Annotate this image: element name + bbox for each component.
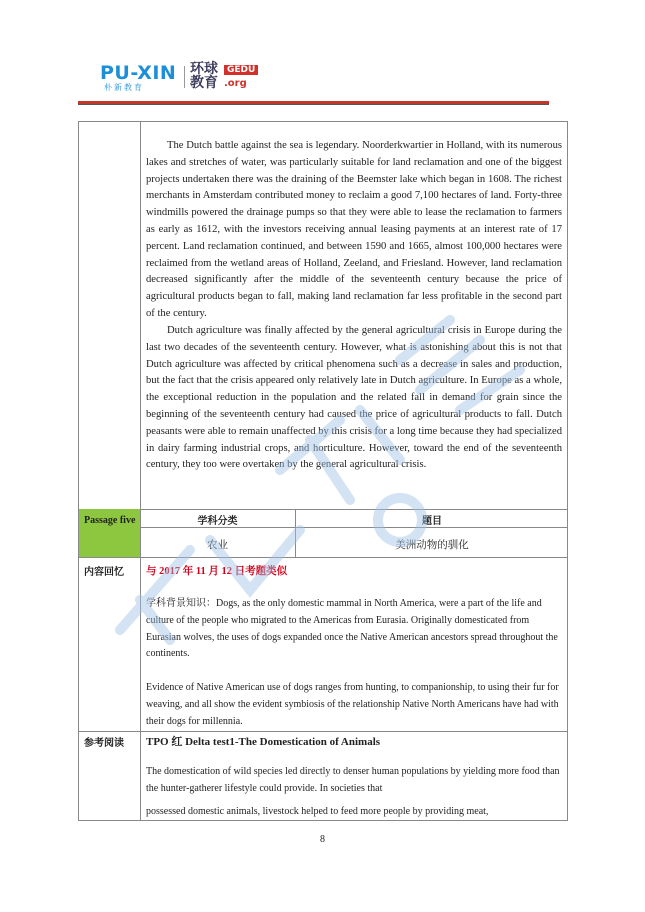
puxin-logo: PU-XIN (100, 62, 177, 84)
topic-header: 题目 (422, 516, 442, 527)
logo-divider (184, 66, 185, 88)
gedu-badge: GEDU (224, 65, 258, 75)
passage-label: Passage five (84, 515, 136, 526)
header-rule-dark (78, 104, 549, 105)
page-header (100, 62, 550, 104)
category-header: 学科分类 (197, 516, 238, 527)
table-row-divider (78, 731, 568, 732)
recall-label: 内容回忆 (84, 567, 124, 578)
table-col-divider (140, 121, 141, 821)
table-row-divider (78, 509, 568, 510)
puxin-logo-subtitle: 朴新教育 (104, 83, 144, 92)
category-value: 农业 (207, 539, 228, 551)
reference-paragraph: possessed domestic animals, livestock helped to feed more people by providing meat, (146, 806, 489, 817)
topic-value: 美洲动物的驯化 (395, 539, 469, 551)
reference-label: 参考阅读 (84, 738, 124, 749)
table-row-divider (140, 527, 568, 528)
reference-title: TPO 红 Delta test1-The Domestication of Animals (146, 736, 381, 748)
recall-paragraph: 学科背景知识：Dogs, as the only domestic mammal in North America, were a part of the life and culture of the people who migrated to the Americas from Eurasia. Originally domesticated from Eurasian wolves, the uses of dogs expanded once the Native American ancestors spread throughout the continents. (146, 598, 558, 660)
table-row-divider (78, 557, 568, 558)
passage-paragraph: Dutch agriculture was finally affected by the general agricultural crisis in Europe during the last two decades of the seventeenth century. However, what is astonishing about this is not that Dutch agriculture was affected by critical phenomena such as a decrease in sales and production, but the fact that the crisis appeared only relatively late in Dutch agriculture. In Europe as a whole, the exceptional reduction in the population and the related fall in demand for grain since the beginning of the seventeenth century had caused the price of agricultural products to fall. Dutch peasants were able to remain unaffected by this crisis for a long time because they had specialized in dairy farming industrial crops, and horticulture. However, toward the end of the seventeenth century, they too were overtaken by the general agricultural crisis. (146, 325, 562, 471)
reference-paragraph: The domestication of wild species led directly to denser human populations by yielding more food than the hunter-gatherer lifestyle could provide. In societies that (146, 766, 560, 794)
recall-title: 与 2017 年 11 月 12 日考题类似 (146, 566, 288, 577)
passage-paragraph: The Dutch battle against the sea is legendary. Noorderkwartier in Holland, with its numerous lakes and stretches of water, was particularly suitable for land reclamation and one of the biggest projects undertaken there was the draining of the Beemster lake which began in 1608. The richest merchants in Amsterdam contributed money to reclaim a good 7,100 hectares of land. Forty-three windmills powered the drainage pumps so that they were able to lease the reclamation to farmers as early as 1612, with the investors receiving annual leasing payments at an interest rate of 17 percent. Land reclamation continued, and between 1590 and 1665, almost 100,000 hectares were reclaimed from the wetland areas of Holland, Zeeland, and Friesland. However, land reclamation decreased significantly after the middle of the seventeenth century because the price of agricultural products began to fall, making land reclamation far less profitable in the second part of the century. (146, 140, 562, 319)
gedu-logo-text: 环球教育 (190, 61, 218, 91)
recall-paragraph: Evidence of Native American use of dogs ranges from hunting, to companionship, to using their fur for weaving, and all show the evident symbiosis of the relationship Native North Americans have had with their dogs for millennia. (146, 682, 559, 727)
gedu-org: .org (224, 78, 247, 89)
page-number: 8 (320, 834, 325, 845)
